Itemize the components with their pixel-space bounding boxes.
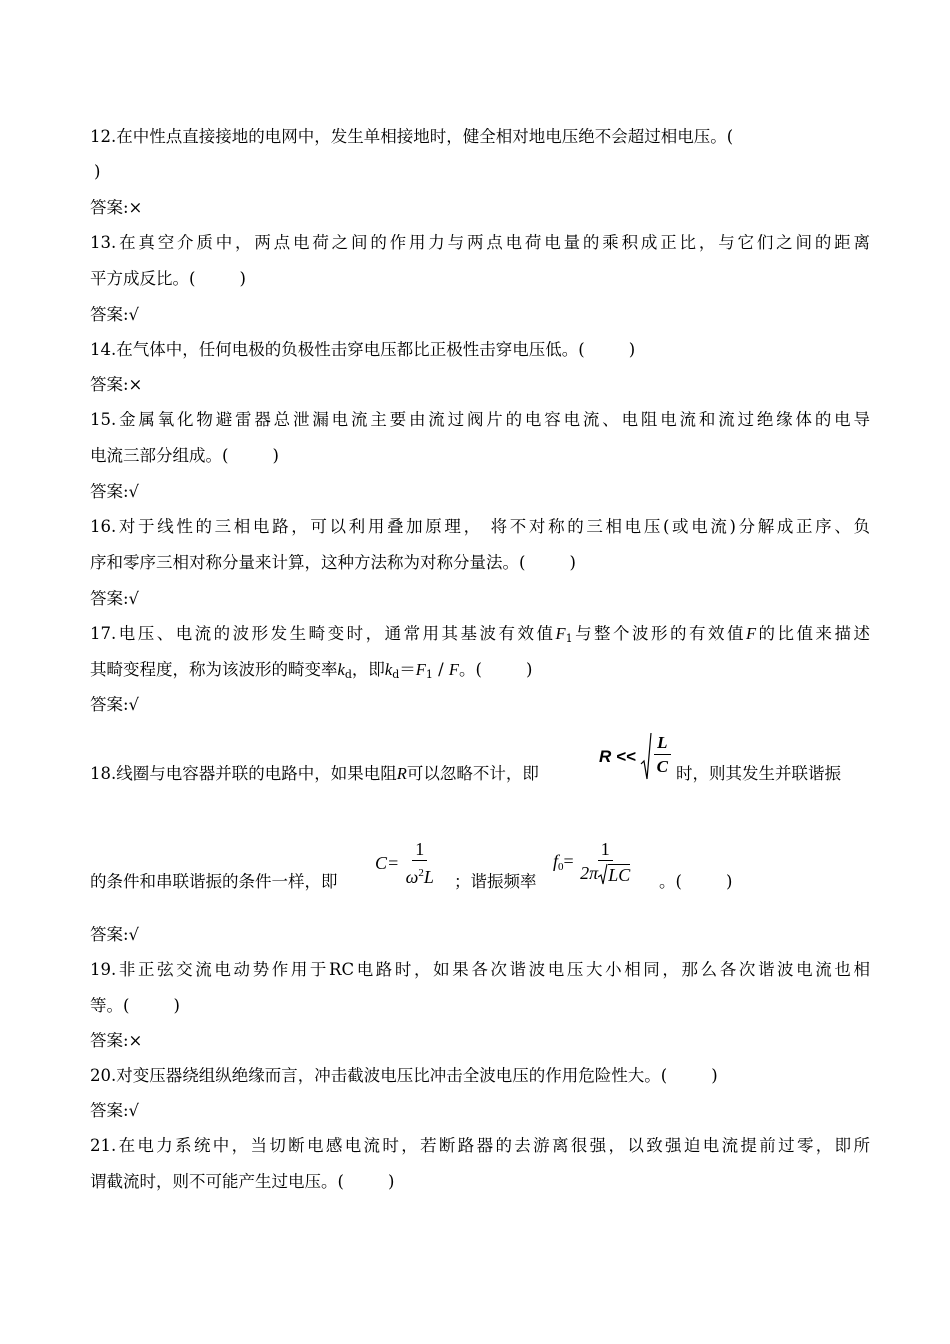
question-18-text-d: 的条件和串联谐振的条件一样，即 <box>90 872 338 891</box>
answer-text: 答案:√ <box>90 695 140 714</box>
fraction <box>578 838 632 885</box>
question-20-line-1 <box>90 1064 870 1088</box>
question-12-line-1 <box>90 125 870 149</box>
question-13-line-2 <box>90 267 870 291</box>
slash: / <box>432 660 449 679</box>
question-19-line-1 <box>90 958 870 982</box>
answer-text: 答案:√ <box>90 482 140 501</box>
question-15-answer <box>90 480 870 504</box>
answer-text: 答案:√ <box>90 589 140 608</box>
question-17-text-a: 17.电压、电流的波形发生畸变时，通常用其基波有效值 <box>90 624 556 643</box>
subscript-1: 1 <box>425 668 433 681</box>
paren-close: ) <box>387 1172 395 1191</box>
question-16-text: 16.对于线性的三相电路，可以利用叠加原理， 将不对称的三相电压(或电流)分解成正序、负 <box>90 517 870 536</box>
paren-close: ) <box>525 660 533 679</box>
question-19-text-2: 等。( <box>90 996 130 1015</box>
symbol-R: R <box>396 764 407 783</box>
question-20-text: 20.对变压器绕组纵绝缘而言，冲击截波电压比冲击全波电压的作用危险性大。( <box>90 1066 668 1085</box>
formula-lhs: C= <box>375 853 400 873</box>
fraction <box>654 732 670 779</box>
question-12-answer <box>90 196 870 220</box>
formula-c-equals-1-over-omega2-l <box>375 838 436 889</box>
question-19-text: 19.非正弦交流电动势作用于RC电路时，如果各次谐波电压大小相同，那么各次谐波电流也相 <box>90 960 870 979</box>
denominator <box>578 861 632 885</box>
radical-sign-icon <box>598 863 608 885</box>
paren-close: ) <box>628 340 636 359</box>
symbol-F: F <box>745 624 757 643</box>
question-18-text-e: ；谐振频率 <box>454 872 537 891</box>
question-16-answer <box>90 587 870 611</box>
question-14-text: 14.在气体中，任何电极的负极性击穿电压都比正极性击穿电压低。( <box>90 340 585 359</box>
question-17-text-d: 其畸变程度，称为该波形的畸变率 <box>90 660 338 679</box>
subscript-d: d <box>392 668 400 681</box>
question-15-text-2: 电流三部分组成。( <box>90 446 229 465</box>
sqrt-body <box>652 732 670 782</box>
question-17-answer <box>90 693 870 717</box>
sqrt <box>640 732 670 782</box>
question-19-line-2 <box>90 994 870 1018</box>
answer-text: 答案:√ <box>90 305 140 324</box>
radical-sign-icon <box>640 732 652 782</box>
numerator: 1 <box>598 838 613 861</box>
question-15-line-2 <box>90 444 870 468</box>
question-18-text-f: 。( <box>659 872 682 891</box>
paren-close: ) <box>173 996 180 1015</box>
question-15-line-1 <box>90 408 870 432</box>
denominator: C <box>656 757 668 776</box>
numerator: 1 <box>412 838 427 861</box>
question-17-text-c: 的比值来描述 <box>756 624 870 643</box>
subscript-0: 0 <box>558 860 564 873</box>
question-14-answer <box>90 373 870 397</box>
question-13-text: 13.在真空介质中，两点电荷之间的作用力与两点电荷电量的乘积成正比，与它们之间的距离 <box>90 233 870 252</box>
question-13-line-1 <box>90 231 870 255</box>
question-16-line-2 <box>90 551 870 575</box>
paren-close: ) <box>569 553 576 572</box>
question-12-text: 12.在中性点直接接地的电网中，发生单相接地时，健全相对地电压绝不会超过相电压。( <box>90 127 734 146</box>
answer-text: 答案:√ <box>90 925 140 944</box>
question-21-text-2: 谓截流时，则不可能产生过电压。( <box>90 1172 344 1191</box>
denominator <box>404 861 436 889</box>
question-16-text-2: 序和零序三相对称分量来计算，这种方法称为对称分量法。( <box>90 553 526 572</box>
question-16-line-1 <box>90 515 870 539</box>
symbol-F: F <box>555 624 566 643</box>
question-19-answer <box>90 1029 870 1053</box>
answer-text: 答案:√ <box>90 1101 140 1120</box>
question-17-text-f: 。( <box>459 660 482 679</box>
symbol-f: f <box>553 850 559 871</box>
symbol-F: F <box>415 660 426 679</box>
formula-r-much-less-sqrt-l-over-c <box>599 732 671 782</box>
subscript-1: 1 <box>565 632 573 645</box>
question-14-line-1 <box>90 338 870 362</box>
paren-close: ) <box>725 872 733 891</box>
question-18-line-1-end <box>676 762 876 786</box>
question-17-text-e: ，即 <box>351 660 385 679</box>
question-18-line-2 <box>90 870 390 894</box>
fraction <box>404 838 436 889</box>
question-18-answer <box>90 923 870 947</box>
omega: ω <box>405 867 419 887</box>
answer-text: 答案:× <box>90 375 143 394</box>
question-21-line-1 <box>90 1134 870 1158</box>
numerator: L <box>654 732 670 755</box>
answer-text: 答案:× <box>90 198 143 217</box>
question-18-text-b: 可以忽略不计，即 <box>406 764 539 783</box>
symbol-F: F <box>448 660 459 679</box>
question-15-text: 15.金属氧化物避雷器总泄漏电流主要由流过阀片的电容电流、电阻电流和流过绝缘体的电导 <box>90 410 870 429</box>
question-17-text-b: 与整个波形的有效值 <box>572 624 746 643</box>
formula-lhs <box>553 851 574 871</box>
question-17-line-1 <box>90 622 870 651</box>
question-13-answer <box>90 303 870 327</box>
question-18-line-2-mid <box>454 870 554 894</box>
subscript-d: d <box>344 668 352 681</box>
question-18-text-a: 18.线圈与电容器并联的电路中，如果电阻 <box>90 764 397 783</box>
equals-sign: ＝ <box>399 660 416 679</box>
lc: LC <box>608 865 631 885</box>
question-12-line-2 <box>94 160 874 184</box>
exponent: 2 <box>418 867 424 879</box>
question-20-answer <box>90 1099 870 1123</box>
question-17-line-2 <box>90 658 870 687</box>
paren-close: ) <box>272 446 279 465</box>
question-13-text-2: 平方成反比。( <box>90 269 196 288</box>
symbol-L: L <box>423 867 434 887</box>
two-pi: 2π <box>580 863 599 883</box>
equals-sign: = <box>563 850 574 871</box>
paren-close: ) <box>711 1066 718 1085</box>
question-21-text: 21.在电力系统中，当切断电感电流时，若断路器的去游离很强，以致强迫电流提前过零，即所 <box>90 1136 870 1155</box>
paren-close: ) <box>239 269 246 288</box>
answer-text: 答案:× <box>90 1031 143 1050</box>
formula-resonant-frequency <box>553 838 632 885</box>
symbol-k: k <box>337 660 345 679</box>
question-18-line-2-end <box>659 870 779 894</box>
question-18-text-c: 时，则其发生并联谐振 <box>676 764 841 783</box>
formula-lhs: R << <box>599 747 636 766</box>
question-21-line-2 <box>90 1170 870 1194</box>
question-12-paren-close: ) <box>94 162 101 181</box>
symbol-k: k <box>384 660 393 679</box>
